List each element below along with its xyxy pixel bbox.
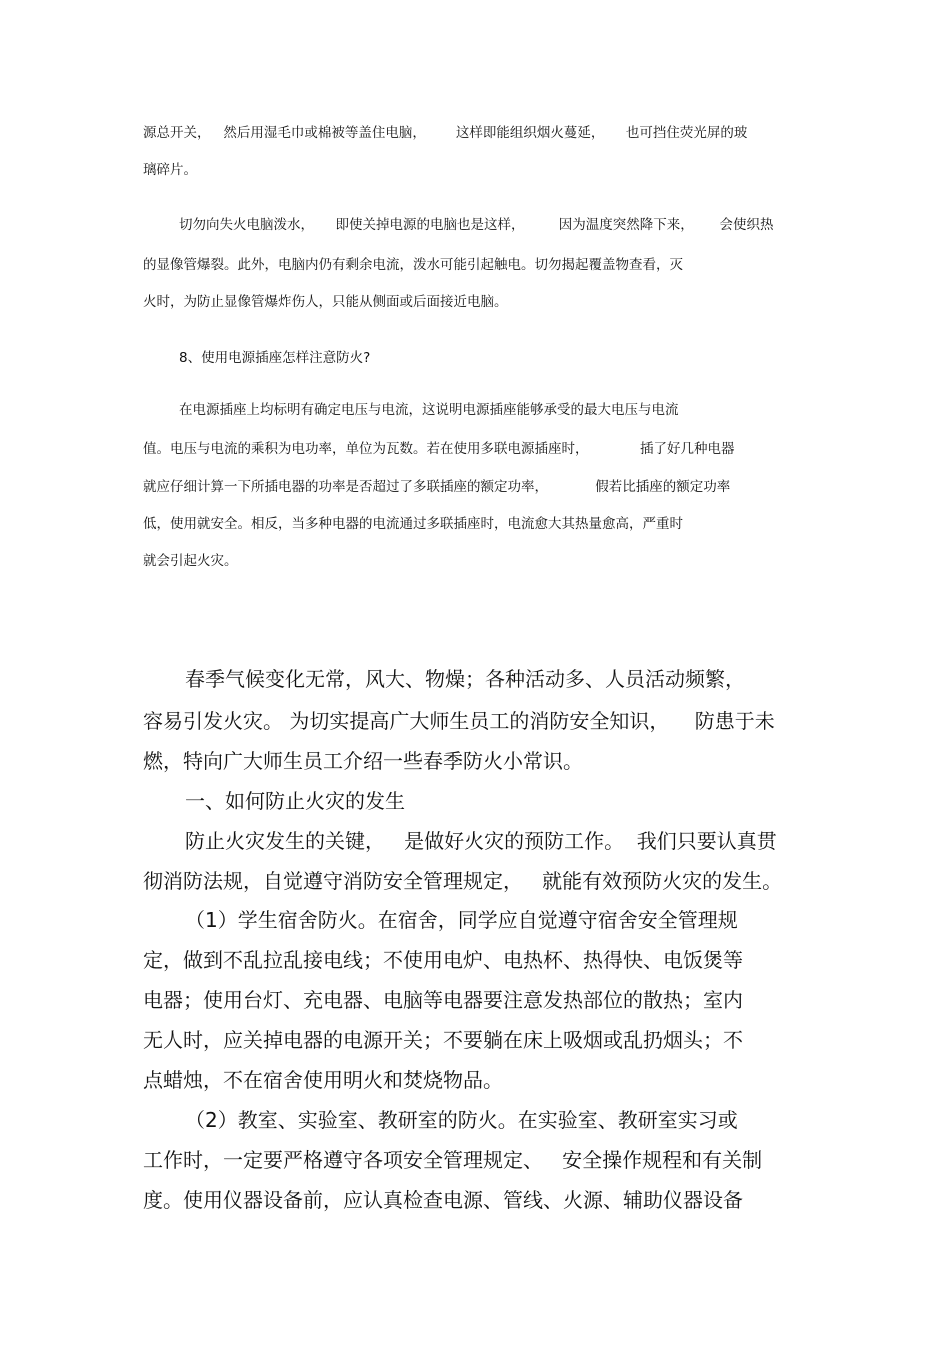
paragraph-line: 火时，为防止显像管爆炸伤人，只能从侧面或后面接近电脑。 <box>143 294 508 310</box>
list-item-line: （1）学生宿舍防火。在宿舍，同学应自觉遵守宿舍安全管理规 <box>185 908 738 932</box>
paragraph-line: 春季气候变化无常，风大、物燥；各种活动多、人员活动频繁， <box>185 667 745 691</box>
paragraph-line: 的显像管爆裂。此外，电脑内仍有剩余电流，泼水可能引起触电。切勿揭起覆盖物查看，灭 <box>143 257 683 273</box>
paragraph-line: 就会引起火灾。 <box>143 553 238 569</box>
paragraph-line: 切勿向失火电脑泼水， 即使关掉电源的电脑也是这样， 因为温度突然降下来， 会使织热 <box>179 217 774 233</box>
paragraph-line: 防止火灾发生的关键， 是做好火灾的预防工作。 我们只要认真贯 <box>185 829 777 853</box>
list-item-line: 工作时，一定要严格遵守各项安全管理规定、 安全操作规程和有关制 <box>143 1148 763 1172</box>
paragraph-line: 就应仔细计算一下所插电器的功率是否超过了多联插座的额定功率， 假若比插座的额定功率 <box>143 479 731 495</box>
paragraph-line: 容易引发火灾。 为切实提高广大师生员工的消防安全知识， 防患于未 <box>143 709 775 733</box>
paragraph-line: 璃碎片。 <box>143 162 197 178</box>
paragraph-line: 值。电压与电流的乘积为电功率，单位为瓦数。若在使用多联电源插座时， 插了好几种电器 <box>143 441 735 457</box>
list-item-line: 电器；使用台灯、充电器、电脑等电器要注意发热部位的散热；室内 <box>143 988 743 1012</box>
list-item-line: 定，做到不乱拉乱接电线；不使用电炉、电热杯、热得快、电饭煲等 <box>143 948 743 972</box>
list-item-line: 点蜡烛，不在宿舍使用明火和焚烧物品。 <box>143 1068 503 1092</box>
paragraph-line: 源总开关， 然后用湿毛巾或棉被等盖住电脑， 这样即能组织烟火蔓延， 也可挡住荧光屏的玻 <box>143 125 748 141</box>
paragraph-line: 低，使用就安全。相反，当多种电器的电流通过多联插座时，电流愈大其热量愈高，严重时 <box>143 516 683 532</box>
list-item-line: 度。使用仪器设备前，应认真检查电源、管线、火源、辅助仪器设备 <box>143 1188 743 1212</box>
section-heading: 一、如何防止火灾的发生 <box>185 789 405 813</box>
paragraph-line: 燃，特向广大师生员工介绍一些春季防火小常识。 <box>143 749 583 773</box>
section-heading: 8、使用电源插座怎样注意防火? <box>179 350 371 366</box>
paragraph-line: 在电源插座上均标明有确定电压与电流，这说明电源插座能够承受的最大电压与电流 <box>179 402 679 418</box>
paragraph-line: 彻消防法规，自觉遵守消防安全管理规定， 就能有效预防火灾的发生。 <box>143 869 783 893</box>
list-item-line: 无人时，应关掉电器的电源开关；不要躺在床上吸烟或乱扔烟头；不 <box>143 1028 743 1052</box>
list-item-line: （2）教室、实验室、教研室的防火。在实验室、教研室实习或 <box>185 1108 738 1132</box>
